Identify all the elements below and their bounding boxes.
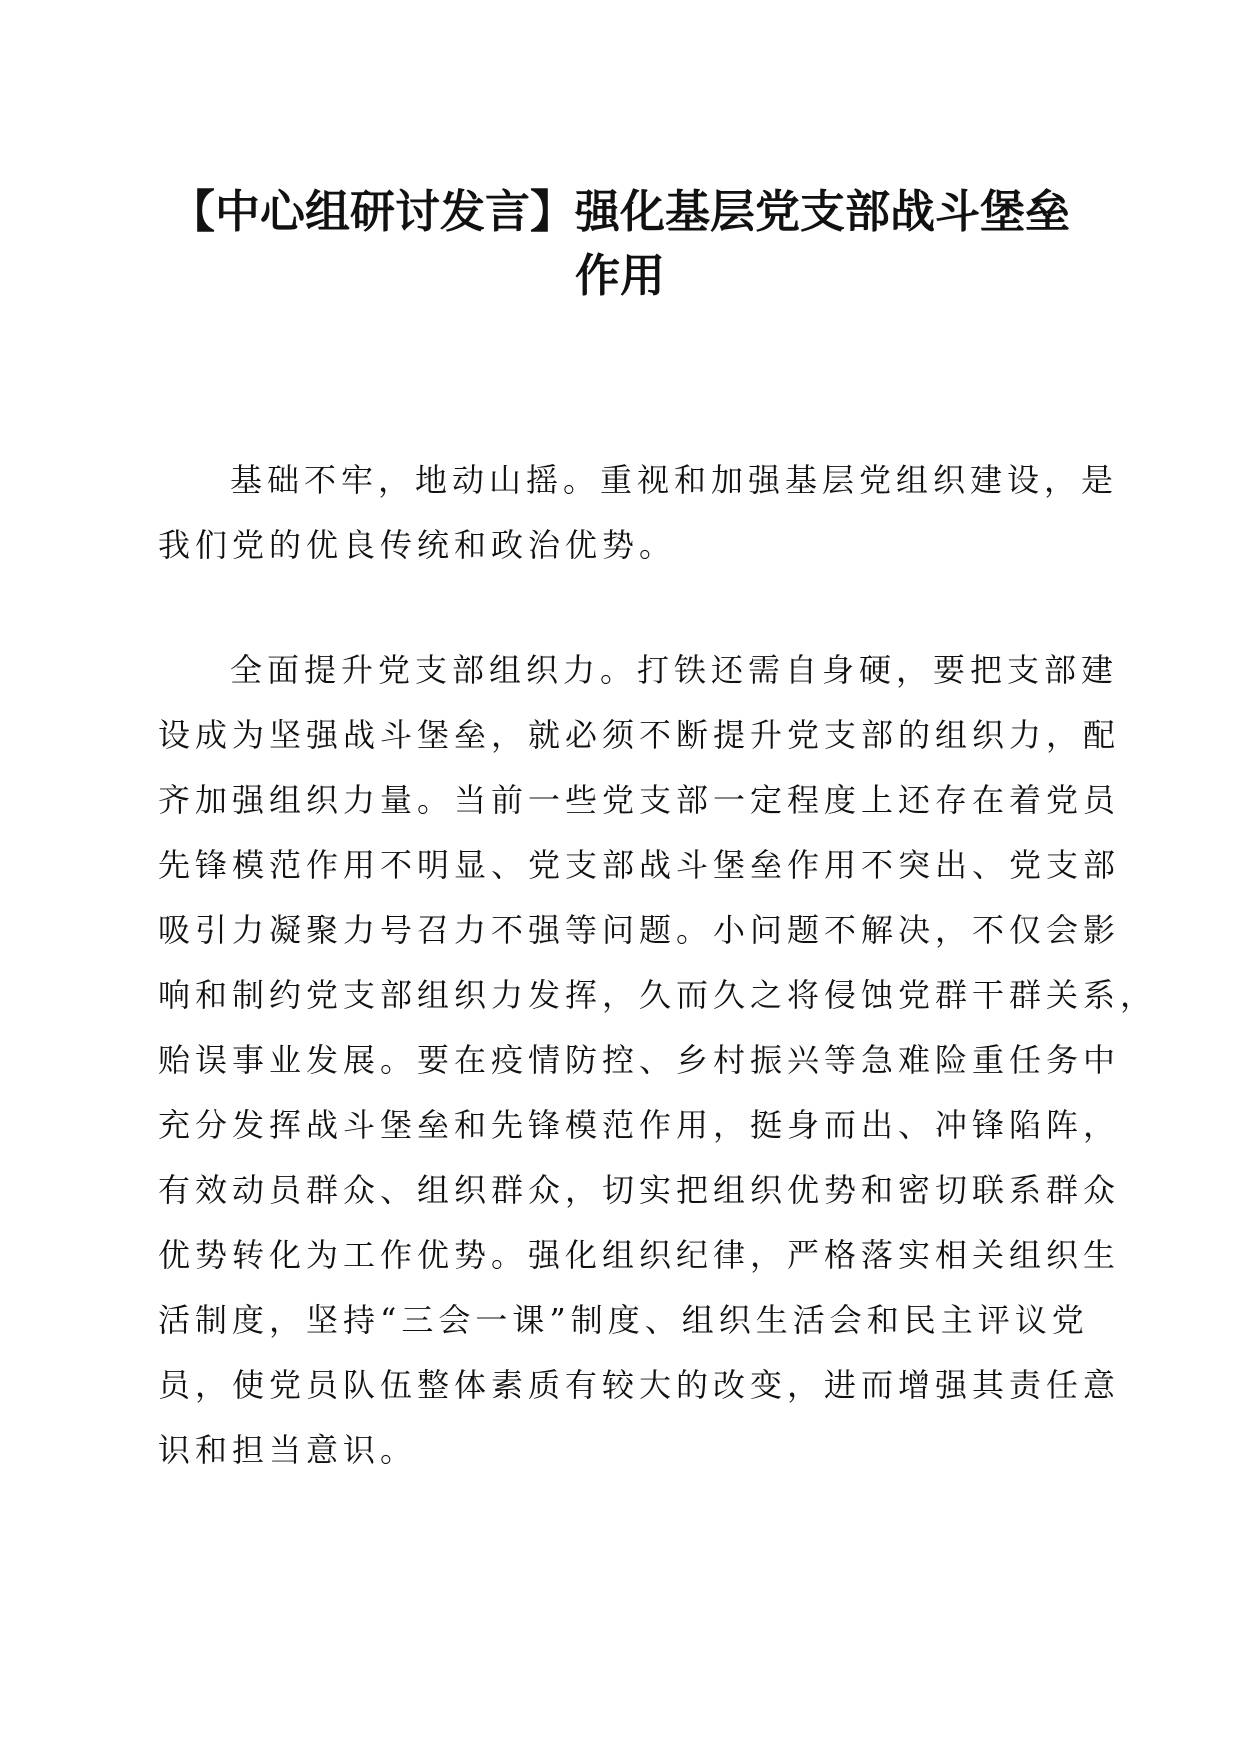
paragraph-line: 优势转化为工作优势。强化组织纪律，严格落实相关组织生 [158,1236,1121,1274]
title-line-1: 【中心组研讨发言】强化基层党支部战斗堡垒 [169,185,1070,238]
paragraph-line: 有效动员群众、组织群众，切实把组织优势和密切联系群众 [158,1171,1121,1209]
title-line-2: 作用 [574,249,665,302]
paragraph-line: 充分发挥战斗堡垒和先锋模范作用，挺身而出、冲锋陷阵， [158,1106,1121,1144]
paragraph-line: 识和担当意识。 [158,1431,418,1469]
document-title [150,180,1090,308]
paragraph-line: 员，使党员队伍整体素质有较大的改变，进而增强其责任意 [158,1366,1121,1404]
paragraph-line: 我们党的优良传统和政治优势。 [158,526,677,564]
paragraph-line: 活制度，坚持“三会一课”制度、组织生活会和民主评议党 [158,1301,1089,1339]
paragraph-organization [158,638,1158,1483]
paragraph-line: 响和制约党支部组织力发挥，久而久之将侵蚀党群干群关系， [158,976,1158,1014]
paragraph-intro [158,448,1119,578]
paragraph-line: 基础不牢，地动山摇。重视和加强基层党组织建设，是 [230,461,1119,499]
paragraph-line: 吸引力凝聚力号召力不强等问题。小问题不解决，不仅会影 [158,911,1121,949]
paragraph-line: 齐加强组织力量。当前一些党支部一定程度上还存在着党员 [158,781,1121,819]
paragraph-line: 设成为坚强战斗堡垒，就必须不断提升党支部的组织力，配 [158,716,1121,754]
paragraph-line: 贻误事业发展。要在疫情防控、乡村振兴等急难险重任务中 [158,1041,1121,1079]
paragraph-line: 先锋模范作用不明显、党支部战斗堡垒作用不突出、党支部 [158,846,1121,884]
paragraph-line: 全面提升党支部组织力。打铁还需自身硬，要把支部建 [230,651,1119,689]
